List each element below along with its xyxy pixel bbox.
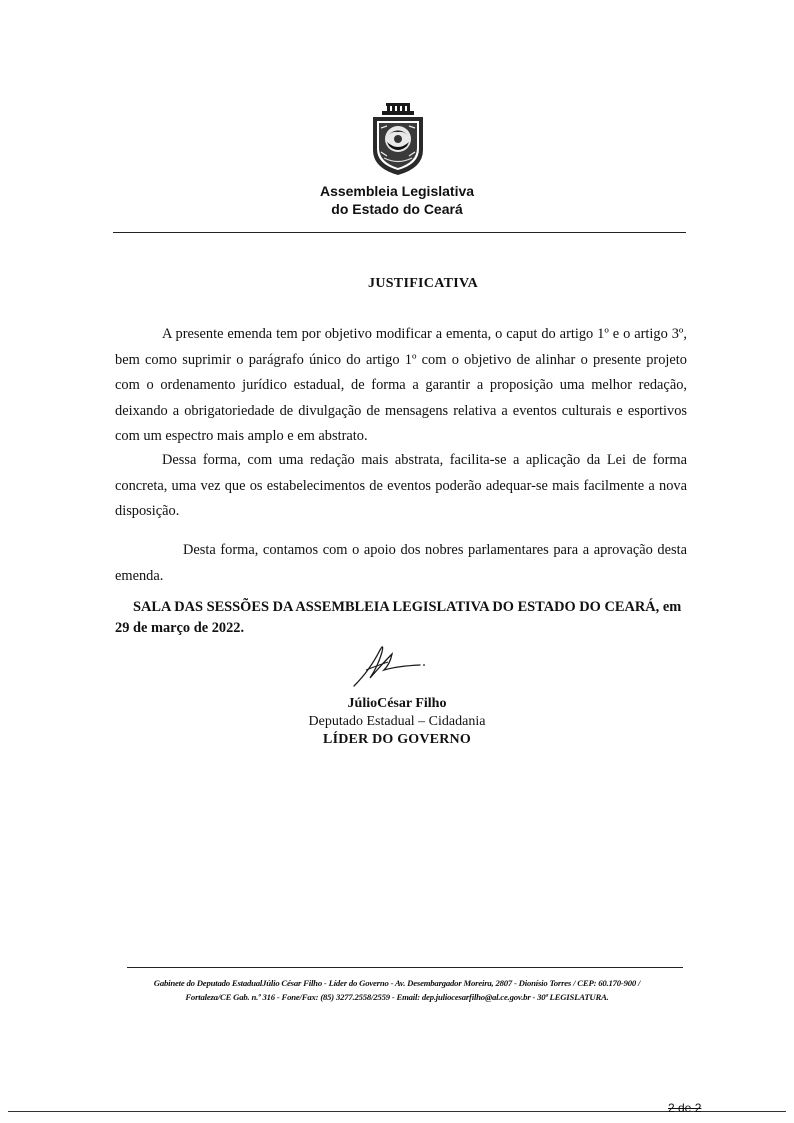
signer-name: JúlioCésar Filho (347, 696, 447, 711)
footer-divider (127, 967, 683, 968)
footer-address-line1: Gabinete do Deputado EstadualJúlio César Filho - Líder do Governo - Av. Desembargador Moreira, 2807 - Dionísio Torres / CEP: 60.170-900 / (153, 978, 641, 988)
institution-name-line1: Assembleia Legislativa (319, 183, 475, 199)
closing-statement: SALA DAS SESSÕES DA ASSEMBLEIA LEGISLATIVA DO ESTADO DO CEARÁ, em 29 de março de 2022. (115, 599, 682, 636)
institution-name-line2: do Estado do Ceará (331, 201, 463, 217)
signer-role: Deputado Estadual – Cidadania (308, 714, 486, 729)
page-number: 2 de 2 (668, 1101, 702, 1115)
document-title: JUSTIFICATIVA (368, 276, 478, 291)
coat-of-arms-icon (367, 102, 429, 176)
signature-icon (340, 640, 440, 692)
signer-title: LÍDER DO GOVERNO (323, 732, 471, 747)
footer-address-line2: Fortaleza/CE Gab. n.º 316 - Fone/Fax: (85) 3277.2558/2559 - Email: dep.juliocesarfilho@al.ce.gov.br - 30ª LEGISLATURA. (185, 992, 609, 1002)
paragraph-3: Desta forma, contamos com o apoio dos nobres parlamentares para a aprovação desta emenda. (115, 542, 687, 584)
paragraph-2: Dessa forma, com uma redação mais abstrata, facilita-se a aplicação da Lei de forma concreta, uma vez que os estabelecimentos de eventos poderão adequar-se mais facilmente a nova disposição. (115, 452, 687, 519)
header-divider (113, 232, 686, 233)
paragraph-1: A presente emenda tem por objetivo modificar a ementa, o caput do artigo 1º e o artigo 3º, bem como suprimir o parágrafo único do artigo 1º com o objetivo de alinhar o presente projeto com o ordenamento jurídico estadual, de forma a garantir a proposição uma melhor redação, deixando a obrigatoriedade de divulgação de mensagens relativa a eventos culturais e esportivos com um espectro mais amplo e em abstrato. (115, 326, 687, 444)
